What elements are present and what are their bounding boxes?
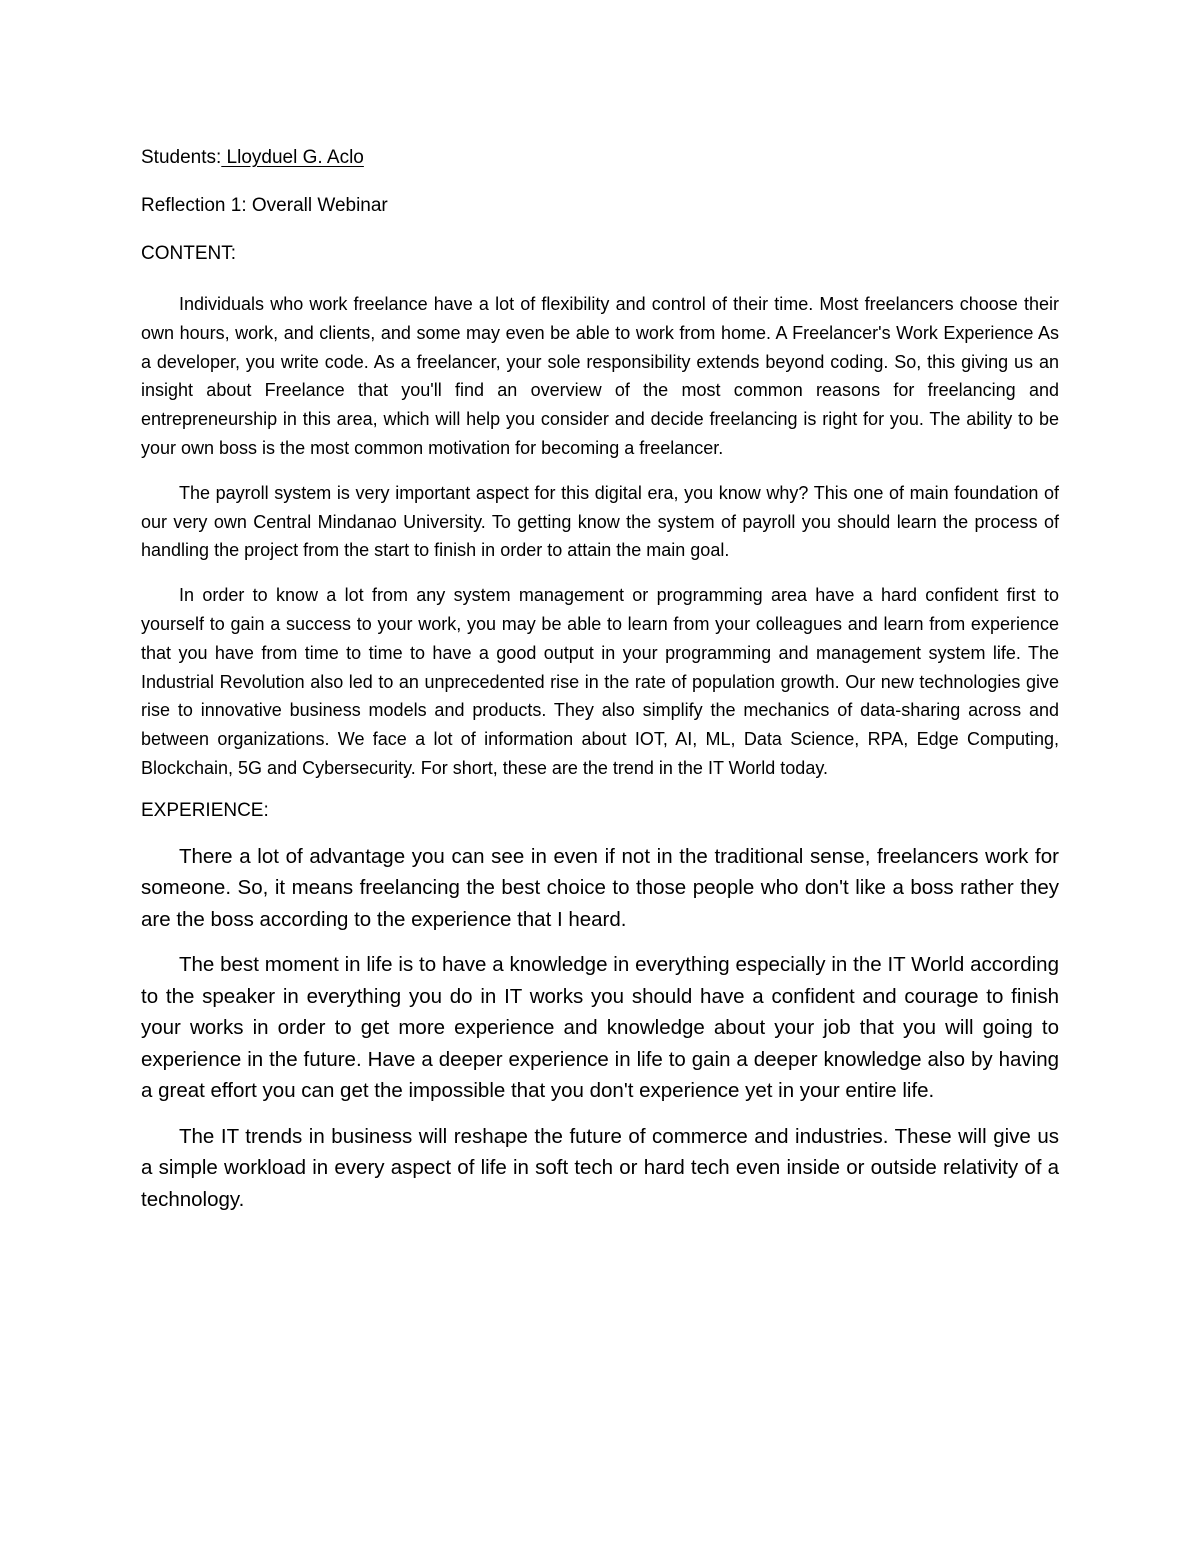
content-paragraph: Individuals who work freelance have a lot of flexibility and control of their time. Most freelancers choose their own hours, work, and clients, and some may even be able to work from home. A Freelancer's Work Experience As a developer, you write code. As a freelancer, your sole responsibility extends beyond coding. So, this giving us an insight about Freelance that you'll find an overview of the most common reasons for freelancing and entrepreneurship in this area, which will help you consider and decide freelancing is right for you. The ability to be your own boss is the most common motivation for becoming a freelancer. (141, 294, 1059, 458)
student-name: Lloyduel G. Aclo (221, 147, 364, 168)
content-heading: CONTENT: (141, 243, 236, 264)
students-label: Students: (141, 147, 222, 168)
document-body (141, 146, 1059, 1229)
experience-paragraph: There a lot of advantage you can see in even if not in the traditional sense, freelancers work for someone. So, it means freelancing the best choice to those people who don't like a boss rather they are the boss according to the experience that I heard. (141, 844, 1059, 931)
experience-paragraph: The best moment in life is to have a knowledge in everything especially in the IT World according to the speaker in everything you do in IT works you should have a confident and courage to finish your works in order to get more experience and knowledge about your job that you will going to experience in the future. Have a deeper experience in life to gain a deeper knowledge also by having a great effort you can get the impossible that you don't experience yet in your entire life. (141, 953, 1059, 1103)
content-paragraph: The payroll system is very important aspect for this digital era, you know why? This one of main foundation of our very own Central Mindanao University. To getting know the system of payroll you should learn the process of handling the project from the start to finish in order to attain the main goal. (141, 482, 1059, 561)
reflection-title: Reflection 1: Overall Webinar (141, 195, 388, 216)
experience-paragraph: The IT trends in business will reshape the future of commerce and industries. These will give us a simple workload in every aspect of life in soft tech or hard tech even inside or outside relativity of a technology. (141, 1124, 1059, 1211)
students-line (141, 146, 1059, 170)
content-paragraph: In order to know a lot from any system management or programming area have a hard confident first to yourself to gain a success to your work, you may be able to learn from your colleagues and learn from experience that you have from time to time to have a good output in your programming and management system life. The Industrial Revolution also led to an unprecedented rise in the rate of population growth. Our new technologies give rise to innovative business models and products. They also simplify the mechanics of data-sharing across and between organizations. We face a lot of information about IOT, AI, ML, Data Science, RPA, Edge Computing, Blockchain, 5G and Cybersecurity. For short, these are the trend in the IT World today. (141, 585, 1059, 778)
experience-heading: EXPERIENCE: (141, 799, 269, 821)
